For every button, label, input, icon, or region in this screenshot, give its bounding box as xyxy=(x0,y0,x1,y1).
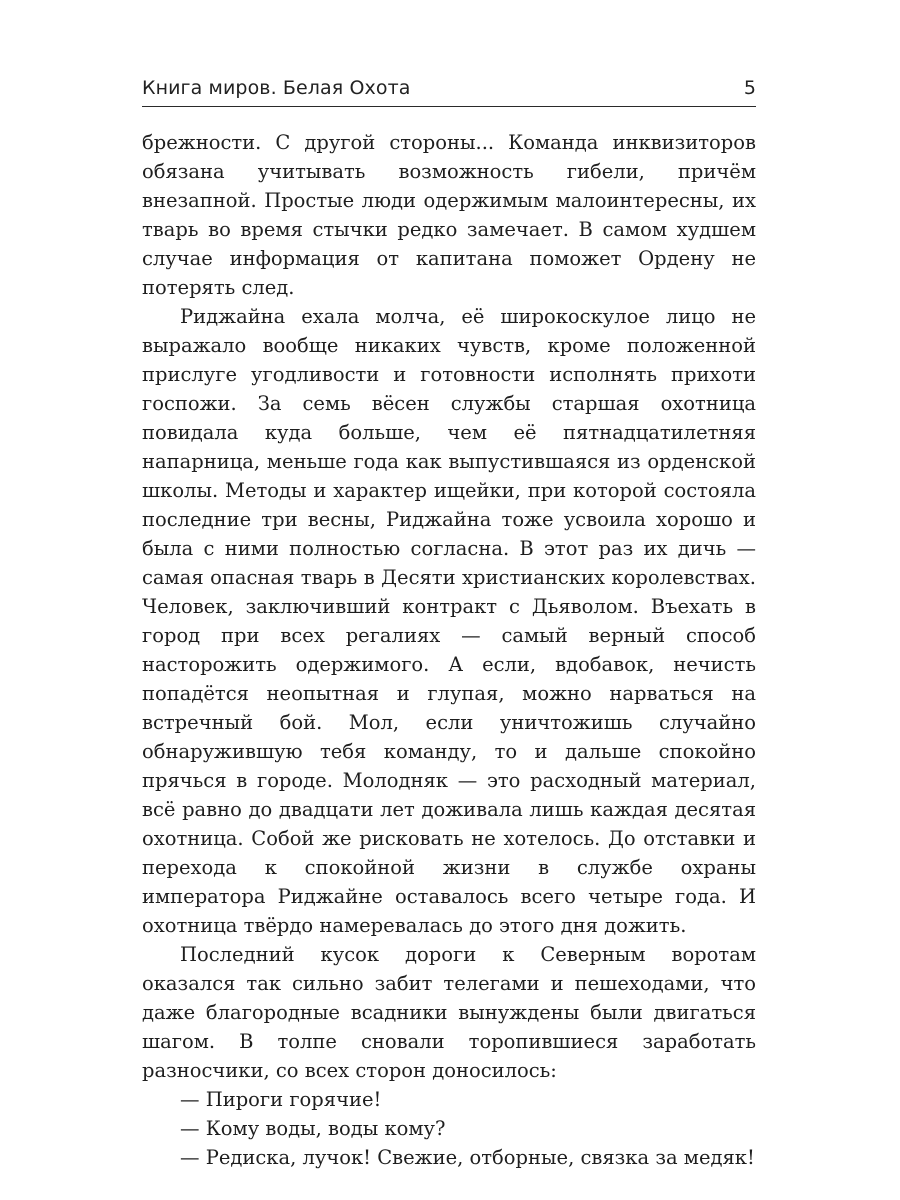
dialogue-line: — Редиска, лучок! Свежие, отборные, связка за медяк! xyxy=(180,1146,755,1169)
dialogue-line: — Кому воды, воды кому? xyxy=(180,1117,446,1140)
paragraph: Последний кусок дороги к Северным воротам оказался так сильно забит телегами и пешеходами, что даже благородные всадники вынуждены были двигаться шагом. В толпе сновали торопившиеся заработать разносчики, со всех сторон доносилось: xyxy=(142,943,756,1082)
book-title: Книга миров. Белая Охота xyxy=(142,77,411,99)
dialogue-line: — Пироги горячие! xyxy=(180,1088,382,1111)
paragraph: Риджайна ехала молча, её широкоскулое лицо не выражало вообще никаких чувств, кроме положенной прислуге угодливости и готовности исполнять прихоти госпожи. За семь вёсен службы старшая охотница повидала куда больше, чем её пятнадцатилетняя напарница, меньше года как выпустившаяся из орденской школы. Методы и характер ищейки, при которой состояла последние три весны, Риджайна тоже усвоила хорошо и была с ними полностью согласна. В этот раз их дичь — самая опасная тварь в Десяти христианских королевствах. Человек, заключивший контракт с Дьяволом. Въехать в город при всех регалиях — самый верный способ насторожить одержимого. А если, вдобавок, нечисть попадётся неопытная и глупая, можно нарваться на встречный бой. Мол, если уничтожишь случайно обнаружившую тебя команду, то и дальше спокойно прячься в городе. Молодняк — это расходный материал, всё равно до двадцати лет доживала лишь каждая десятая охотница. Собой же рисковать не хотелось. До отставки и перехода к спокойной жизни в службе охраны императора Риджайне оставалось всего четыре года. И охотница твёрдо намеревалась до этого дня дожить. xyxy=(142,305,756,937)
page-number: 5 xyxy=(743,77,756,99)
paragraph-continuation: брежности. С другой стороны... Команда инквизиторов обязана учитывать возможность гибели, причём внезапной. Простые люди одержимым малоинтересны, их тварь во время стычки редко замечает. В самом худшем случае информация от капитана поможет Ордену не потерять след. xyxy=(142,131,756,299)
body-text xyxy=(142,128,756,1172)
running-header xyxy=(142,74,756,107)
